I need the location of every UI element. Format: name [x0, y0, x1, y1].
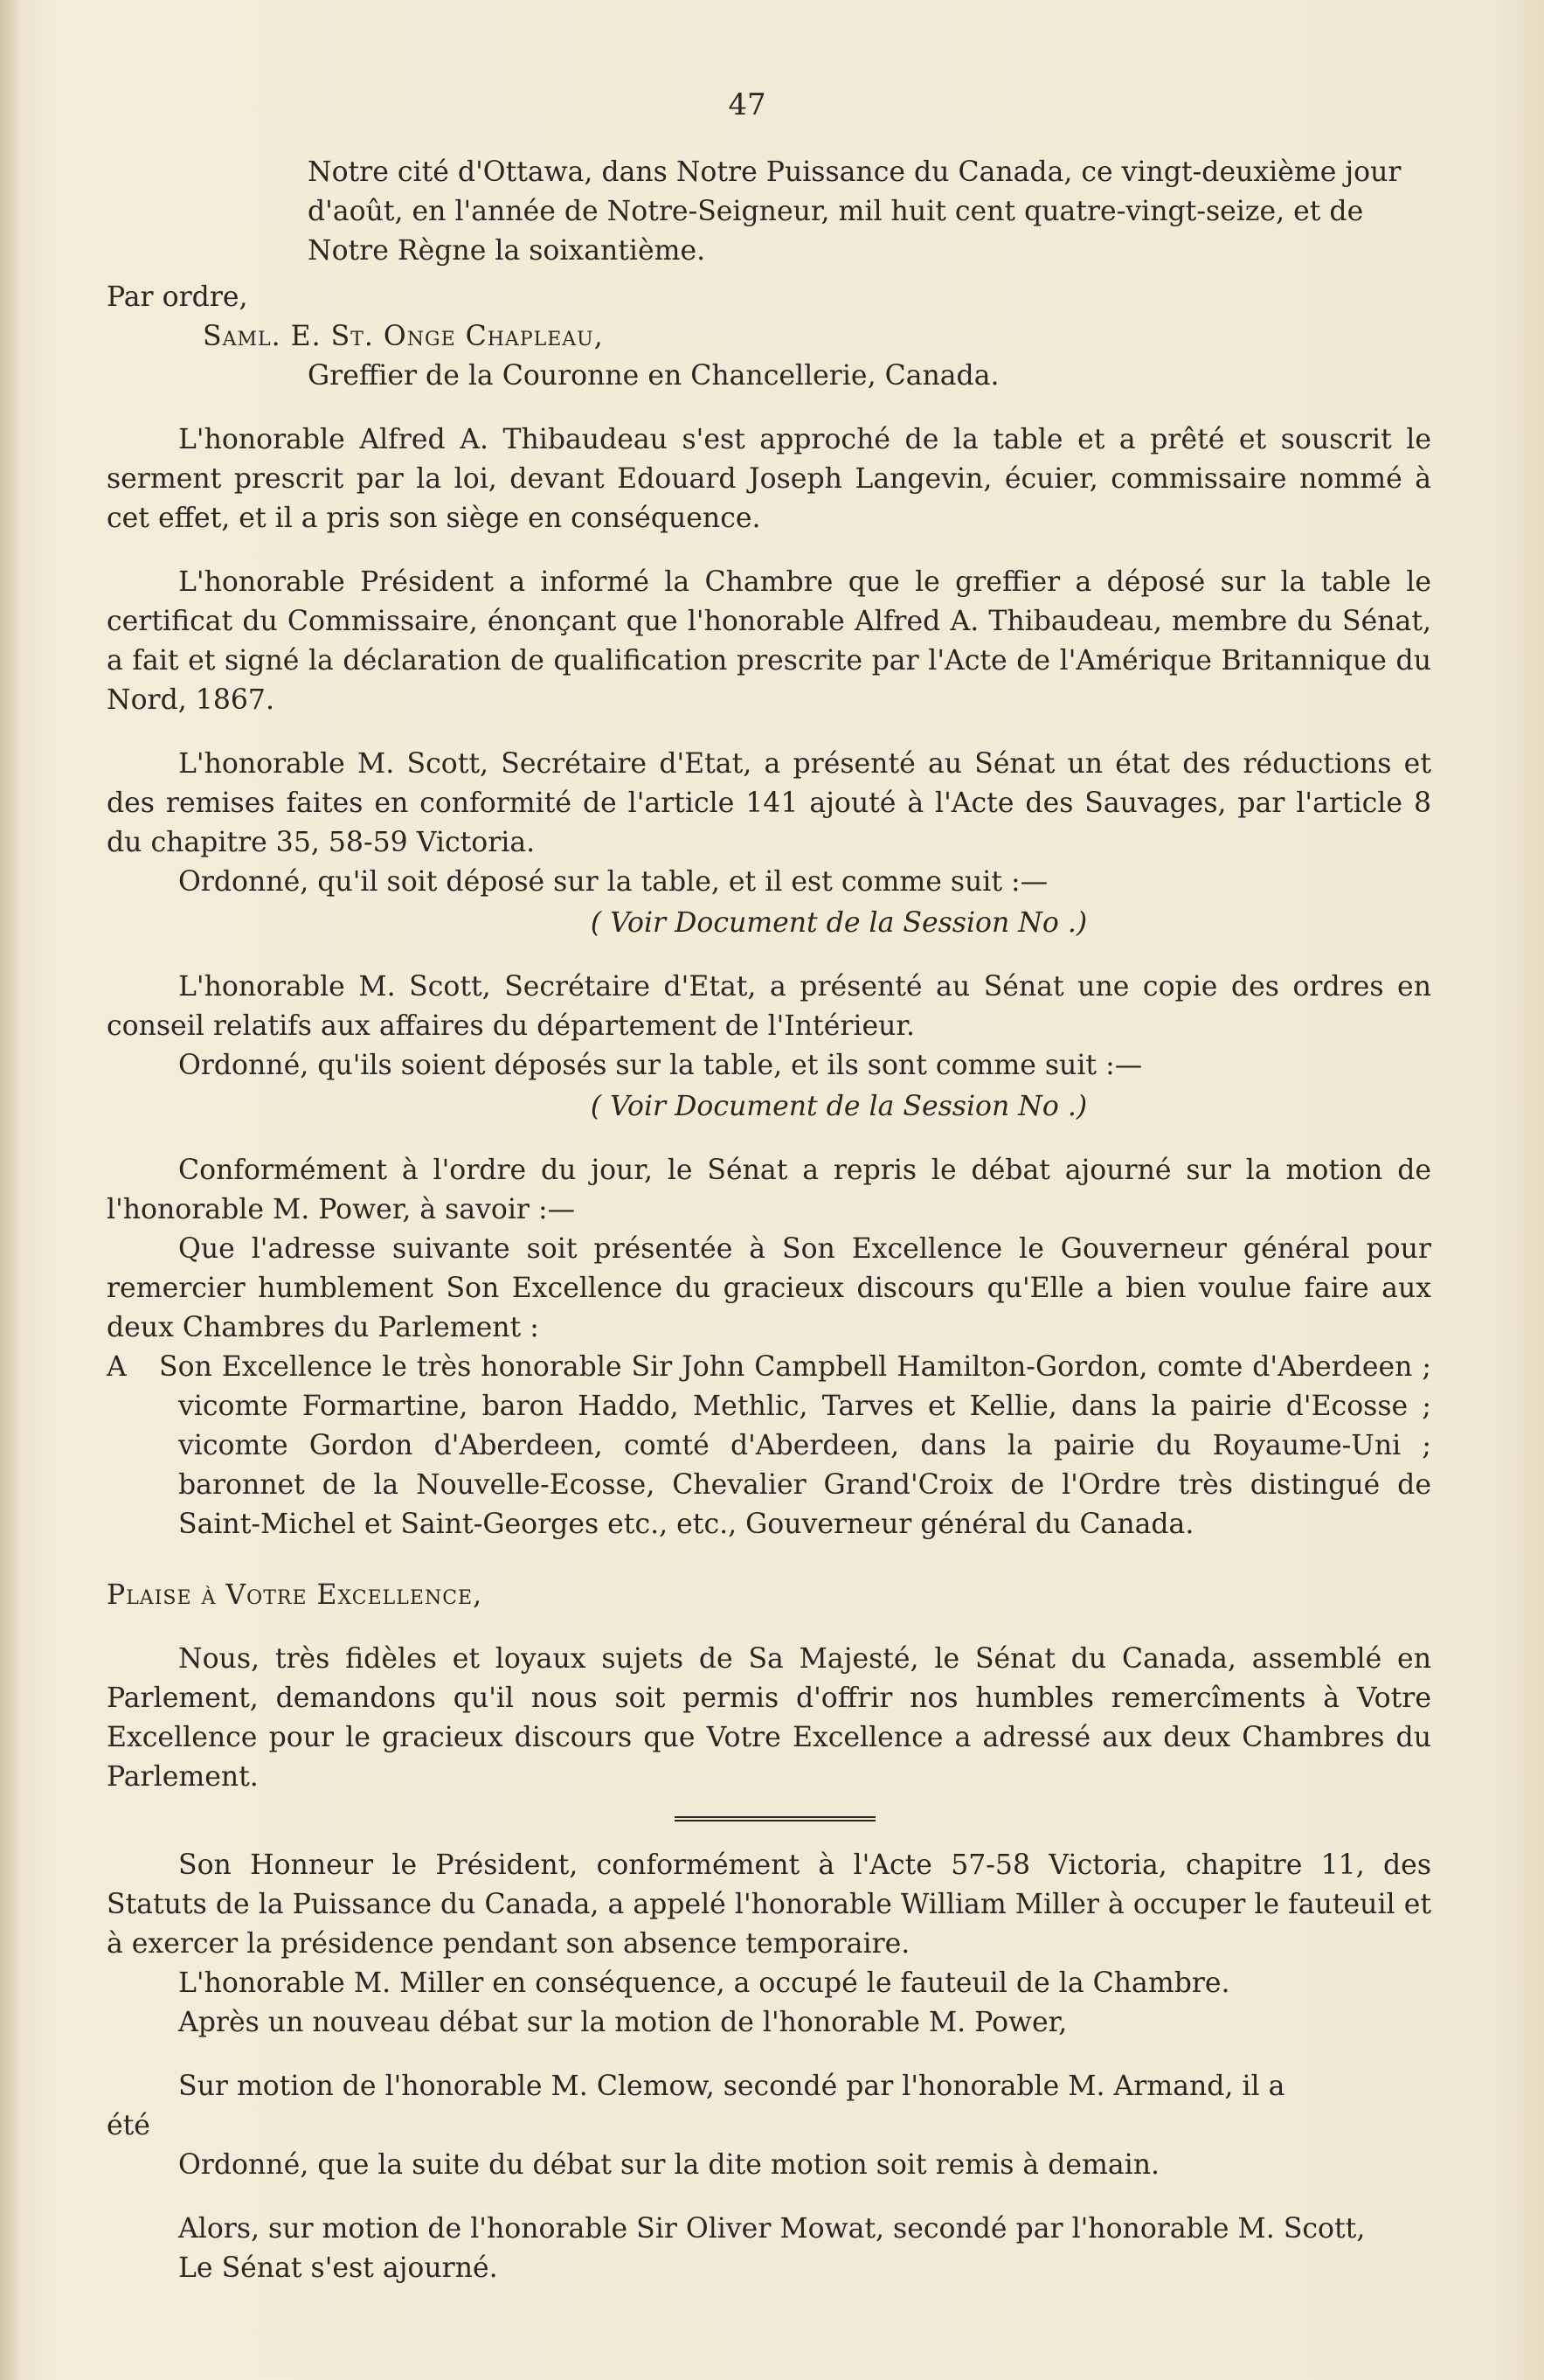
document-body — [107, 153, 1431, 2288]
by-order-label: Par ordre, — [107, 281, 248, 313]
paragraph-ordered-2: Ordonné, qu'ils soient déposés sur la table, et ils sont comme suit :— — [178, 1050, 1143, 1081]
session-document-reference-1: ( Voir Document de la Session No .) — [590, 907, 1088, 939]
paragraph-loyal-subjects: Nous, très fidèles et loyaux sujets de Sa Majesté, le Sénat du Canada, assemblé en Parlement, demandons qu'il nous soit permis d'offrir nos humbles remercîments à Votre Excellence pour le gracieux discours que Votre Excellence a adressé aux deux Chambres du Parlement. — [107, 1643, 1431, 1793]
signatory-name: Saml. E. St. Onge Chapleau, — [203, 321, 604, 352]
paragraph-new-debate: Après un nouveau débat sur la motion de l'honorable M. Power, — [178, 2007, 1068, 2038]
paragraph-ete: été — [107, 2110, 150, 2141]
address-letter: A — [107, 1351, 127, 1383]
paragraph-adjourned: Le Sénat s'est ajourné. — [178, 2252, 498, 2284]
signatory-title: Greffier de la Couronne en Chancellerie, Canada. — [308, 360, 1000, 392]
paragraph-thibaudeau-oath: L'honorable Alfred A. Thibaudeau s'est approché de la table et a prêté et souscrit le serment prescrit par la loi, devant Edouard Joseph Langevin, écuier, commissaire nommé à cet effet, et il a pris son siège en conséquence. — [107, 424, 1431, 534]
proclamation-text: Notre cité d'Ottawa, dans Notre Puissance du Canada, ce vingt-deuxième jour d'août, en l'année de Notre-Seigneur, mil huit cent quatre-vingt-seize, et de Notre Règne la soixantième. — [308, 156, 1402, 267]
salutation: Plaise à Votre Excellence, — [107, 1579, 483, 1611]
page-number: 47 — [728, 87, 766, 122]
section-divider-bottom — [675, 1820, 876, 1821]
address-to-governor-general — [107, 1348, 1431, 1544]
section-divider-top — [675, 1816, 876, 1818]
paragraph-ordered-3: Ordonné, que la suite du débat sur la dite motion soit remis à demain. — [178, 2149, 1160, 2181]
paragraph-scott-reductions: L'honorable M. Scott, Secrétaire d'Etat, a présenté au Sénat un état des réductions et des remises faites en conformité de l'article 141 ajouté à l'Acte des Sauvages, par l'article 8 du chapitre 35, 58-59 Victoria. — [107, 748, 1431, 858]
paragraph-address-motion: Que l'adresse suivante soit présentée à Son Excellence le Gouverneur général pour remercier humblement Son Excellence du gracieux discours qu'Elle a bien voulue faire aux deux Chambres du Parlement : — [107, 1233, 1431, 1343]
session-document-reference-2: ( Voir Document de la Session No .) — [590, 1091, 1088, 1122]
paragraph-scott-orders: L'honorable M. Scott, Secrétaire d'Etat, a présenté au Sénat une copie des ordres en conseil relatifs aux affaires du département de l'Intérieur. — [107, 971, 1431, 1042]
paragraph-miller-chair: L'honorable M. Miller en conséquence, a occupé le fauteuil de la Chambre. — [178, 1967, 1230, 1999]
paragraph-honour-president: Son Honneur le Président, conformément à l'Acte 57-58 Victoria, chapitre 11, des Statuts de la Puissance du Canada, a appelé l'honorable William Miller à occuper le fauteuil et à exercer la présidence pendant son absence temporaire. — [107, 1849, 1431, 1960]
paragraph-debate-resumed: Conformément à l'ordre du jour, le Sénat a repris le débat ajourné sur la motion de l'honorable M. Power, à savoir :— — [107, 1155, 1431, 1225]
paragraph-president-certificate: L'honorable Président a informé la Chambre que le greffier a déposé sur la table le certificat du Commissaire, énonçant que l'honorable Alfred A. Thibaudeau, membre du Sénat, a fait et signé la déclaration de qualification prescrite par l'Acte de l'Amérique Britannique du Nord, 1867. — [107, 566, 1431, 716]
address-body: Son Excellence le très honorable Sir John Campbell Hamilton-Gordon, comte d'Aberdeen ; vicomte Formartine, baron Haddo, Methlic, Tarves et Kellie, dans la pairie d'Ecosse ; vicomte Gordon d'Aberdeen, comté d'Aberdeen, dans la pairie du Royaume-Uni ; baronnet de la Nouvelle-Ecosse, Chevalier Grand'Croix de l'Ordre très distingué de Saint-Michel et Saint-Georges etc., etc., Gouverneur général du Canada. — [159, 1351, 1431, 1540]
paragraph-ordered-1: Ordonné, qu'il soit déposé sur la table, et il est comme suit :— — [178, 866, 1049, 898]
page-spine-shadow — [0, 0, 19, 2380]
paragraph-clemow-motion: Sur motion de l'honorable M. Clemow, secondé par l'honorable M. Armand, il a — [178, 2071, 1285, 2102]
paragraph-mowat-motion: Alors, sur motion de l'honorable Sir Oliver Mowat, secondé par l'honorable M. Scott, — [178, 2213, 1366, 2245]
